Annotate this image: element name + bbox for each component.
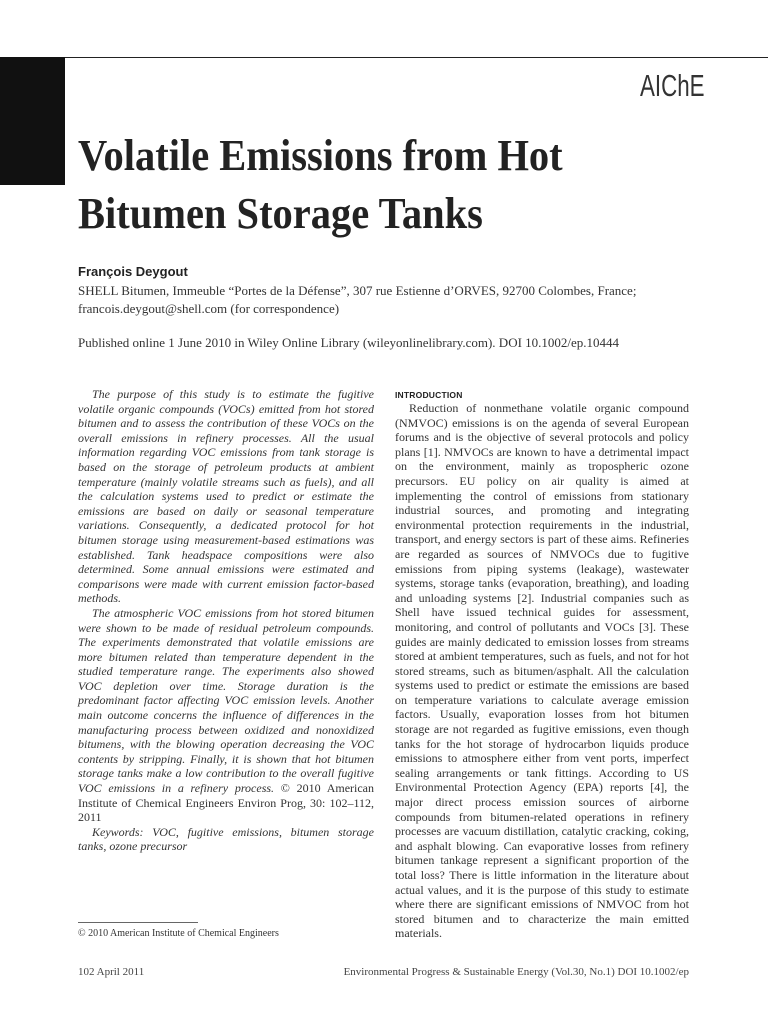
top-rule bbox=[0, 57, 768, 58]
abstract-paragraph-1: The purpose of this study is to estimate the fugitive volatile organic compounds (VOCs) emitted from hot stored bitumen and to assess the contribution of these VOCs on the overall emissions in refinery processes. All the usual information regarding VOC emissions from tank storage is based on the storage of petroleum products at ambient temperature (mainly volatile streams such as fuels), and all the calculation systems used to predict or estimate the emissions are based on daily or seasonal temperature variations. Consequently, a dedicated protocol for hot bitumen storage using measurement-based estimations was established. Tank headspace compositions were also determined. Some annual emissions were estimated and comparisons were made with current emission factor-based methods. bbox=[78, 387, 374, 606]
author-affiliation: SHELL Bitumen, Immeuble “Portes de la Défense”, 307 rue Estienne d’ORVES, 92700 Colombes, France; francois.deygout@shell.com (for correspondence) bbox=[78, 283, 637, 316]
journal-logo: AIChE bbox=[640, 68, 705, 103]
copyright-note: © 2010 American Institute of Chemical Engineers bbox=[78, 928, 279, 939]
introduction-body: Reduction of nonmethane volatile organic compound (NMVOC) emissions is on the agenda of several European forums and is the objective of several protocols and policy plans [1]. NMVOCs are known to have a detrimental impact on the environment, mainly as tropospheric ozone precursors. EU policy on air quality is aimed at implementing the control of emissions from stationary industrial sources, and promoting and integrating environmental protection requirements in the industrial, transport, and energy sectors is part of these aims. Refineries are regarded as sources of NMVOCs due to fugitive emissions from piping systems (leakage), wastewater systems, storage tanks (evaporation, breathing), and loading and unloading systems [2]. Industrial companies such as Shell have issued technical guides for assessment, monitoring, and control of pollutants and VOCs [3]. These guides are mainly dedicated to emission losses from streams stored at ambient temperatures, such as fuels, and not for hot stored streams, such as bitumen/asphalt. All the calculation systems used to predict or estimate the emissions are based on temperature variations to calculate average emission factors. Usually, evaporation losses from hot bitumen storage are not regarded as fugitive emissions, even though tanks for the hot storage of hydrocarbon liquids produce emissions to atmosphere either from vent ports, imperfect sealing arrangements or tank fittings. According to US Environmental Protection Agency (EPA) reports [4], the major direct process emission sources of airborne compounds from bitumen-related operations in refinery processes are vacuum distillation, catalytic cracking, coking, and asphalt blowing. Can evaporative losses from refinery bitumen tankage represent a significant proportion of the total loss? There is little information in the literature about actual values, and it is the purpose of this study to estimate where there are significant emissions of NMVOC from hot stored bitumen and to characterize the main emitted materials. bbox=[395, 401, 689, 941]
footer-page-date: 102 April 2011 bbox=[78, 966, 145, 978]
author-name: François Deygout bbox=[78, 264, 188, 279]
section-marker-block bbox=[0, 57, 65, 185]
keywords: Keywords: VOC, fugitive emissions, bitumen storage tanks, ozone precursor bbox=[78, 824, 374, 854]
article-title: Volatile Emissions from Hot Bitumen Storage Tanks bbox=[78, 131, 563, 238]
abstract-citation: © 2010 American Institute of Chemical Engineers Environ Prog, 30: 102–112, 2011 bbox=[78, 781, 374, 825]
publication-info: Published online 1 June 2010 in Wiley Online Library (wileyonlinelibrary.com). DOI 10.1002/ep.10444 bbox=[78, 335, 620, 350]
footer-journal-ref: Environmental Progress & Sustainable Energy (Vol.30, No.1) DOI 10.1002/ep bbox=[343, 966, 689, 978]
introduction-heading: INTRODUCTION bbox=[395, 390, 463, 400]
introduction-section bbox=[395, 390, 689, 941]
abstract-paragraph-2 bbox=[78, 606, 374, 825]
footnote-rule bbox=[78, 922, 198, 923]
abstract-paragraph-2-text: The atmospheric VOC emissions from hot stored bitumen were shown to be made of residual petroleum compounds. The experiments demonstrated that volatile emissions are more bitumen related than temperature dependent in the studied temperature range. The experiments also showed VOC depletion over time. Storage duration is the predominant factor affecting VOC emission levels. Another main outcome concerns the influence of differences in the manufacturing process between oxidized and nonoxidized bitumens, with the blowing operation decreasing the VOC contents by stripping. Finally, it is shown that hot bitumen storage tanks make a low contribution to the overall fugitive VOC emissions in a refinery process. bbox=[78, 605, 374, 796]
abstract bbox=[78, 387, 374, 854]
